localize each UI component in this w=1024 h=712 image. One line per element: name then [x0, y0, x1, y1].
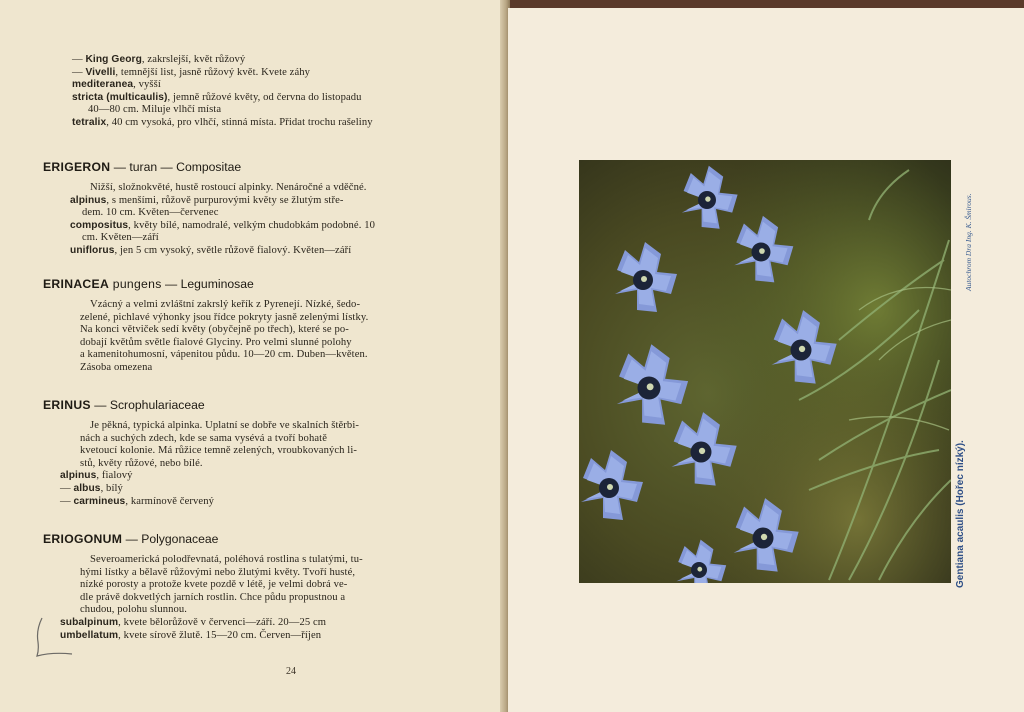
variety-line: [70, 245, 351, 256]
description-line: [80, 312, 368, 323]
variety-name: alpinus: [70, 194, 107, 206]
line-text: Nižší, složnokvěté, hustě rostoucí alpinky. Nenáročné a vděčné.: [90, 182, 367, 193]
line-text: , jemně růžové květy, od června do listopadu: [167, 91, 362, 103]
line-text: a kamenitohumosní, vápenitou půdu. 10—20 cm. Duben—květen.: [80, 349, 368, 361]
gentian-photo: [579, 160, 951, 583]
description-line: [80, 458, 203, 469]
family-name: Polygonaceae: [141, 532, 219, 546]
description-line: [80, 592, 345, 603]
line-text: , jen 5 cm vysoký, světle růžově fialový. Květen—září: [114, 245, 352, 256]
variety-name: King Georg: [85, 54, 142, 65]
line-text: stů, květy růžové, nebo bílé.: [80, 457, 203, 469]
description-line: [80, 445, 357, 456]
common-name: turan: [129, 160, 158, 174]
line-text: , s menšími, růžově purpurovými květy se žlutým stře-: [106, 194, 344, 206]
line-text: cm. Květen—září: [82, 232, 159, 244]
dash-prefix: —: [72, 54, 86, 65]
line-text: 40—80 cm. Miluje vlhčí místa: [88, 104, 222, 116]
dash-separator: —: [110, 160, 130, 174]
variety-line: [72, 117, 373, 128]
variety-name: tetralix: [72, 117, 107, 128]
description-line: [90, 182, 367, 193]
family-name: Scrophulariaceae: [109, 398, 205, 412]
dash-prefix: —: [72, 66, 86, 78]
family-name: Compositae: [176, 160, 242, 174]
variety-name: subalpinum: [60, 617, 119, 628]
dash-separator: —: [157, 160, 177, 174]
genus-heading: [43, 532, 218, 546]
line-text: nízké porosty a protože kvete pozdě v létě, je velmi dobrá ve-: [80, 579, 348, 591]
line-text: , vyšší: [133, 79, 161, 91]
description-line: [90, 554, 363, 565]
variety-line: [70, 195, 344, 206]
dash-separator: —: [161, 277, 181, 291]
left-page: [0, 0, 505, 712]
right-page: [508, 8, 1024, 712]
genus-heading: [43, 160, 241, 174]
variety-line: [60, 617, 326, 628]
genus-name: ERIOGONUM: [43, 532, 123, 546]
page-number: 24: [286, 666, 296, 677]
line-text: dle právě dokvetlých jarních rostlin. Chce půdu propustnou a: [80, 591, 346, 603]
line-text: kvetoucí kolonie. Má růžice temně zelených, vroubkovaných li-: [80, 445, 358, 457]
variety-line: [60, 630, 321, 641]
variety-line: [72, 67, 310, 78]
line-text: Zásoba omezena: [80, 362, 153, 373]
variety-line: [70, 220, 375, 231]
variety-line: [60, 483, 123, 494]
line-text: , 40 cm vysoká, pro vlhčí, stinná místa. Přidat trochu rašeliny: [106, 117, 373, 128]
line-text: dobají květům světle fialové Glyciny. Pro velmi slunné polohy: [80, 336, 352, 348]
description-line: [88, 104, 221, 115]
line-text: Na konci větviček sedí květy (obyčejně po třech), které se po-: [80, 324, 349, 336]
description-line: [90, 299, 360, 310]
variety-name: mediteranea: [72, 79, 134, 91]
gentian-flowers-image: [579, 160, 951, 583]
line-text: chudou, polohu slunnou.: [80, 604, 188, 616]
line-text: Je pěkná, typická alpinka. Uplatní se dobře ve skalních štěrbi-: [90, 420, 360, 431]
line-text: dem. 10 cm. Květen—červenec: [82, 207, 219, 219]
line-text: , bílý: [100, 483, 123, 494]
description-line: [80, 324, 349, 335]
description-line: [80, 337, 352, 348]
description-line: [80, 433, 327, 444]
variety-name: stricta (multicaulis): [72, 91, 168, 103]
dash-separator: —: [122, 532, 142, 546]
dash-prefix: —: [60, 483, 74, 494]
variety-name: umbellatum: [60, 629, 119, 641]
description-line: [82, 232, 159, 243]
variety-name: carmineus: [73, 495, 126, 507]
genus-name: ERINACEA: [43, 277, 110, 291]
variety-name: Vivelli: [85, 66, 116, 78]
line-text: hými lístky a bělavě růžovými nebo žlutými květy. Tvoří husté,: [80, 566, 356, 578]
dash-separator: —: [90, 398, 110, 412]
description-line: [80, 579, 347, 590]
description-line: [82, 207, 219, 218]
variety-line: [60, 496, 214, 507]
variety-line: [72, 79, 161, 90]
family-name: Leguminosae: [180, 277, 254, 291]
dash-prefix: —: [60, 495, 74, 507]
line-text: , květy bílé, namodralé, velkým chudobkám podobné. 10: [128, 219, 376, 231]
variety-name: albus: [73, 483, 101, 494]
line-text: , kvete sírově žlutě. 15—20 cm. Červen—říjen: [118, 629, 322, 641]
variety-line: [72, 92, 362, 103]
species-name: pungens: [109, 277, 162, 291]
variety-line: [60, 470, 133, 481]
line-text: , zakrslejší, květ růžový: [141, 54, 246, 65]
photo-credit: Autochrom Dra Ing. K. Šmirous.: [964, 193, 973, 291]
variety-line: [72, 54, 245, 65]
genus-heading: [43, 277, 254, 291]
description-line: [80, 567, 355, 578]
line-text: zelené, pichlavé výhonky jsou řídce pokryty jasně zelenými lístky.: [80, 311, 369, 323]
line-text: Vzácný a velmi zvláštní zakrslý keřík z Pyrenejí. Nízké, šedo-: [90, 299, 361, 310]
description-line: [90, 420, 359, 431]
line-text: , karmínově červený: [125, 495, 215, 507]
description-line: [80, 349, 368, 360]
line-text: nách a suchých zdech, kde se sama vysévá a tvoří bohatě: [80, 432, 327, 444]
line-text: , kvete bělorůžově v červenci—září. 20—25 cm: [118, 617, 327, 628]
description-line: [80, 604, 187, 615]
line-text: , temnější list, jasně růžový květ. Kvete záhy: [115, 66, 311, 78]
genus-heading: [43, 398, 205, 412]
genus-name: ERINUS: [43, 398, 91, 412]
variety-name: compositus: [70, 219, 129, 231]
line-text: Severoamerická polodřevnatá, poléhová rostlina s tulatými, tu-: [90, 554, 363, 565]
genus-name: ERIGERON: [43, 160, 111, 174]
photo-caption: Gentiana acaulis (Hořec nízký).: [955, 440, 966, 588]
line-text: , fialový: [96, 470, 133, 482]
variety-name: alpinus: [60, 470, 97, 482]
description-line: [80, 362, 152, 373]
variety-name: uniflorus: [70, 245, 115, 256]
